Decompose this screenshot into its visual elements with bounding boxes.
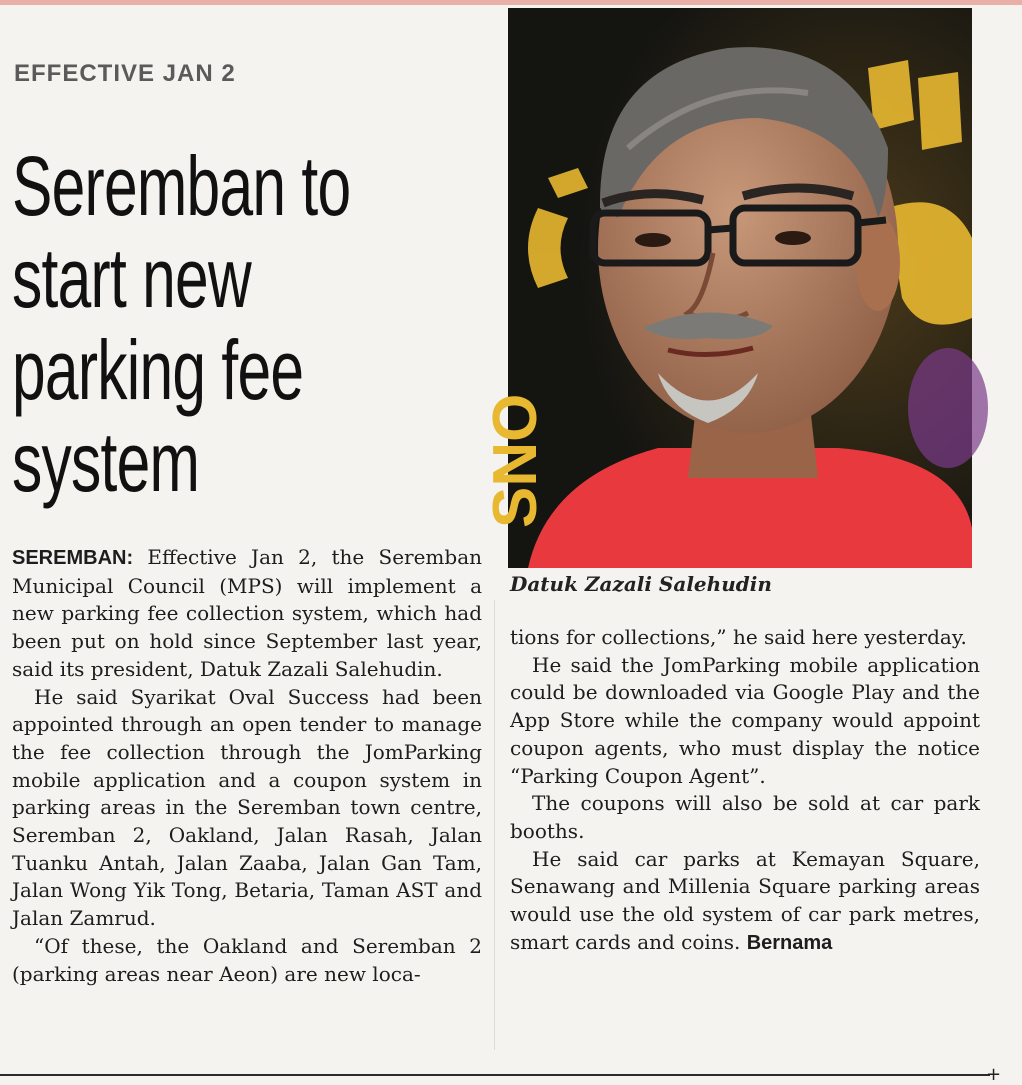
headline-line-1: Seremban to xyxy=(12,139,351,233)
backdrop-text: SNO xyxy=(481,393,550,528)
backdrop-accent xyxy=(908,348,988,468)
bottom-rule xyxy=(0,1074,990,1076)
body-paragraph-5: The coupons will also be sold at car park booths. xyxy=(510,791,980,843)
body-paragraph-2: He said Syarikat Oval Success had been appointed through an open tender to manage the fee collection through the JomParking mobile application and a coupon system in parking areas in the Seremban town centre, Seremban 2, Oakland, Jalan Rasah, Jalan Tuanku Antah, Jalan Zaaba, Jalan Gan Tam, Jalan Wong Yik Tong, Betaria, Taman AST and Jalan Zamrud. xyxy=(12,684,482,931)
byline: Bernama xyxy=(746,931,833,954)
headline-line-3: parking fee xyxy=(12,323,304,417)
kicker: EFFECTIVE JAN 2 xyxy=(14,60,236,87)
final-text: He said car parks at Kemayan Square, Senawang and Millenia Square parking areas would use the old system of car park metres, smart cards and coins. xyxy=(510,846,980,954)
body-paragraph-3: “Of these, the Oakland and Seremban 2 (parking areas near Aeon) are new loca- xyxy=(12,933,482,986)
headline-line-2: start new xyxy=(12,231,251,325)
ear xyxy=(856,215,900,311)
headline-line-4: system xyxy=(12,415,200,509)
top-color-strip xyxy=(0,0,1022,5)
article-left-column xyxy=(12,544,482,988)
body-paragraph-4: He said the JomParking mobile application could be downloaded via Google Play and the App Store while the company would appoint coupon agents, who must display the notice “Parking Coupon Agent”. xyxy=(510,652,980,788)
headline xyxy=(12,140,358,508)
crop-mark: + xyxy=(986,1064,1002,1085)
portrait-photo xyxy=(481,8,972,568)
lead-text: Effective Jan 2, the Seremban Municipal Council (MPS) will implement a new parking fee collection system, which had been put on hold since September last year, said its president, Datuk Zazali Salehudin. xyxy=(12,545,482,681)
column-divider xyxy=(494,600,495,1050)
continuation-paragraph: tions for collections,” he said here yesterday. xyxy=(510,625,967,649)
article-right-column xyxy=(510,624,980,957)
portrait-illustration xyxy=(481,8,972,568)
body-paragraph-6 xyxy=(510,846,980,958)
lead-paragraph xyxy=(12,544,482,684)
photo-caption: Datuk Zazali Salehudin xyxy=(510,572,772,596)
dateline: SEREMBAN: xyxy=(12,547,134,569)
